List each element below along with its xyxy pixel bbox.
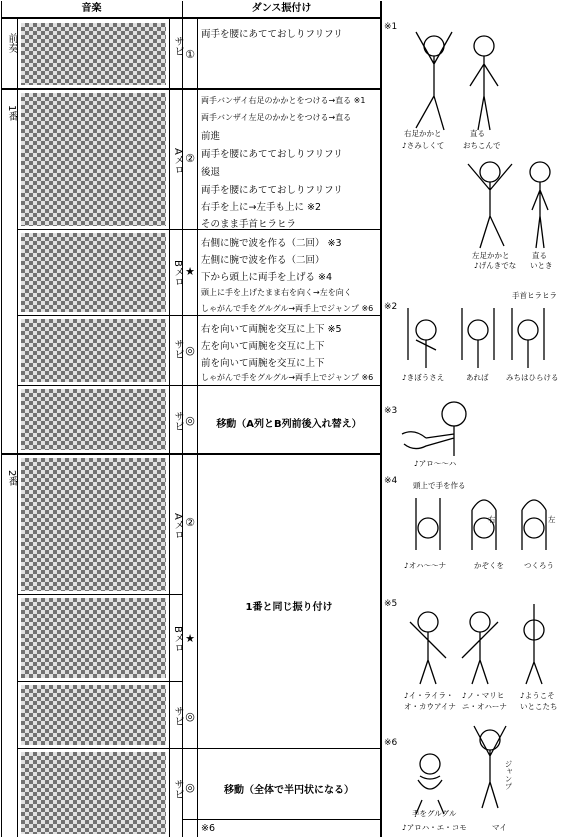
step-text: 後退 (201, 167, 221, 178)
figure-caption: おちこんで (463, 141, 501, 150)
dance-figure-illustration (398, 300, 558, 370)
section-verse-1: 1番 (6, 104, 17, 122)
note-label: ※5 (384, 599, 398, 609)
row-divider (17, 748, 381, 749)
part-sabi: サビ (172, 706, 183, 726)
step-same: 1番と同じ振り付け (245, 602, 333, 613)
mark-one: ① (185, 48, 195, 61)
step-text: 両手を腰にあてておしりフリフリ (201, 185, 343, 196)
choreography-table (1, 1, 381, 837)
row-divider (17, 315, 381, 316)
mark-double: ◎ (185, 344, 195, 357)
note-label: ※6 (384, 738, 398, 748)
figure-label: 直る (532, 251, 547, 260)
lyrics-redacted (21, 23, 166, 85)
row-divider (183, 819, 381, 820)
figure-caption: ♪アロハ・エ・コモ (402, 823, 467, 832)
dance-figure-illustration (400, 490, 560, 556)
figure-label: 手首ヒラヒラ (512, 291, 557, 300)
step-text: そのまま手首ヒラヒラ (201, 219, 297, 230)
lyrics-redacted (21, 389, 166, 450)
lyrics-redacted (21, 598, 166, 678)
table-col-divider (17, 19, 18, 837)
step-move: 移動（全体で半円状になる） (224, 785, 354, 796)
part-sabi: サビ (172, 411, 183, 431)
mark-star: ★ (185, 265, 195, 278)
figure-label: 直る (470, 129, 485, 138)
mark-double: ◎ (185, 781, 195, 794)
table-border-right (380, 1, 382, 837)
figure-caption: ♪ノ・マリヒニ・オハーナ (462, 691, 507, 711)
lyrics-redacted (21, 233, 166, 312)
figure-label: 手をグルグル (412, 809, 457, 818)
dance-header: ダンス振付け (182, 1, 381, 19)
figure-label: 右足かかと (404, 129, 442, 138)
step-text: 左を向いて両腕を交互に上下 (201, 341, 325, 352)
step-text: 両手を腰にあてておしりフリフリ (201, 29, 343, 40)
note-label: ※2 (384, 302, 398, 312)
figure-caption: ♪ようこそ いとこたち (520, 691, 558, 711)
row-divider (1, 453, 381, 455)
music-header: 音楽 (1, 1, 182, 19)
figure-label: 左足かかと (472, 251, 510, 260)
figure-caption: つくろう (524, 561, 554, 570)
lyrics-redacted (21, 458, 166, 591)
step-text: 前を向いて両腕を交互に上下 (201, 358, 325, 369)
figure-caption: マイ (492, 823, 507, 832)
section-prelude: 前奏 (6, 33, 17, 53)
section-verse-2: 2番 (6, 469, 17, 487)
step-text: しゃがんで手をグルグル→両手上でジャンプ ※6 (201, 304, 374, 313)
step-text: 両手バンザイ右足のかかとをつける→直る ※1 (201, 96, 366, 105)
row-divider (17, 229, 381, 230)
part-b-melo: Bメロ (172, 259, 183, 287)
figure-caption: いとき (530, 261, 553, 270)
mark-double: ◎ (185, 414, 195, 427)
dance-figure-illustration (410, 720, 510, 820)
lyrics-redacted (21, 752, 166, 834)
step-text: 両手バンザイ左足のかかとをつける→直る (201, 113, 352, 122)
row-divider (17, 385, 381, 386)
note-label: ※1 (384, 22, 398, 32)
part-b-melo: Bメロ (172, 625, 183, 653)
mark-two: ② (185, 516, 195, 529)
step-text: 右を向いて両腕を交互に上下 ※5 (201, 324, 342, 335)
step-text: 両手を腰にあてておしりフリフリ (201, 149, 343, 160)
step-move: 移動（A列とB列前後入れ替え） (216, 419, 362, 430)
part-a-melo: Aメロ (172, 512, 183, 540)
step-text: しゃがんで手をグルグル→両手上でジャンプ ※6 (201, 373, 374, 382)
part-sabi: サビ (172, 779, 183, 799)
mark-star: ★ (185, 632, 195, 645)
note-label: ※4 (384, 476, 398, 486)
row-divider (1, 88, 381, 90)
row-divider (17, 681, 183, 682)
part-a-melo: Aメロ (172, 147, 183, 175)
step-text: 前進 (201, 131, 221, 142)
part-sabi: サビ (172, 339, 183, 359)
figure-caption: ♪アロ〜〜ハ (414, 459, 457, 468)
part-sabi: サビ (172, 36, 183, 56)
step-text: 頭上に手を上げたまま右を向く→左を向く (201, 288, 352, 297)
figure-caption: ♪げんきでな (474, 261, 517, 270)
step-text: 左側に腕で波を作る（二回） (201, 255, 325, 266)
note-label: ※3 (384, 406, 398, 416)
step-text: ※6 (201, 823, 216, 834)
step-text: 右手を上に→左手も上に ※2 (201, 202, 321, 213)
row-divider (17, 594, 183, 595)
step-text: 下から頭上に両手を上げる ※4 (201, 272, 333, 283)
figure-caption: ♪さみしくて (402, 141, 445, 150)
mark-two: ② (185, 152, 195, 165)
mark-double: ◎ (185, 710, 195, 723)
lyrics-redacted (21, 93, 166, 226)
figure-caption: ♪オハ〜〜ナ (404, 561, 447, 570)
step-text: 右側に腕で波を作る（二回） ※3 (201, 238, 342, 249)
figure-caption: ♪イ・ライラ・オ・カウアイナ (404, 691, 456, 711)
lyrics-redacted (21, 319, 166, 382)
dance-figure-illustration (460, 150, 560, 254)
figure-label: ジャンプ (504, 760, 513, 790)
figure-label: 頭上で手を作る (413, 481, 466, 490)
figure-label: 左 (548, 515, 556, 524)
figure-caption: みちはひらける (506, 373, 559, 382)
figure-label: 右 (488, 515, 496, 524)
figure-caption: ♪きぼうさえ (402, 373, 445, 382)
figure-caption: あれば (466, 373, 489, 382)
dance-figure-illustration (396, 398, 476, 458)
dance-figure-illustration (398, 600, 558, 686)
lyrics-redacted (21, 685, 166, 745)
figure-caption: かぞくを (474, 561, 504, 570)
